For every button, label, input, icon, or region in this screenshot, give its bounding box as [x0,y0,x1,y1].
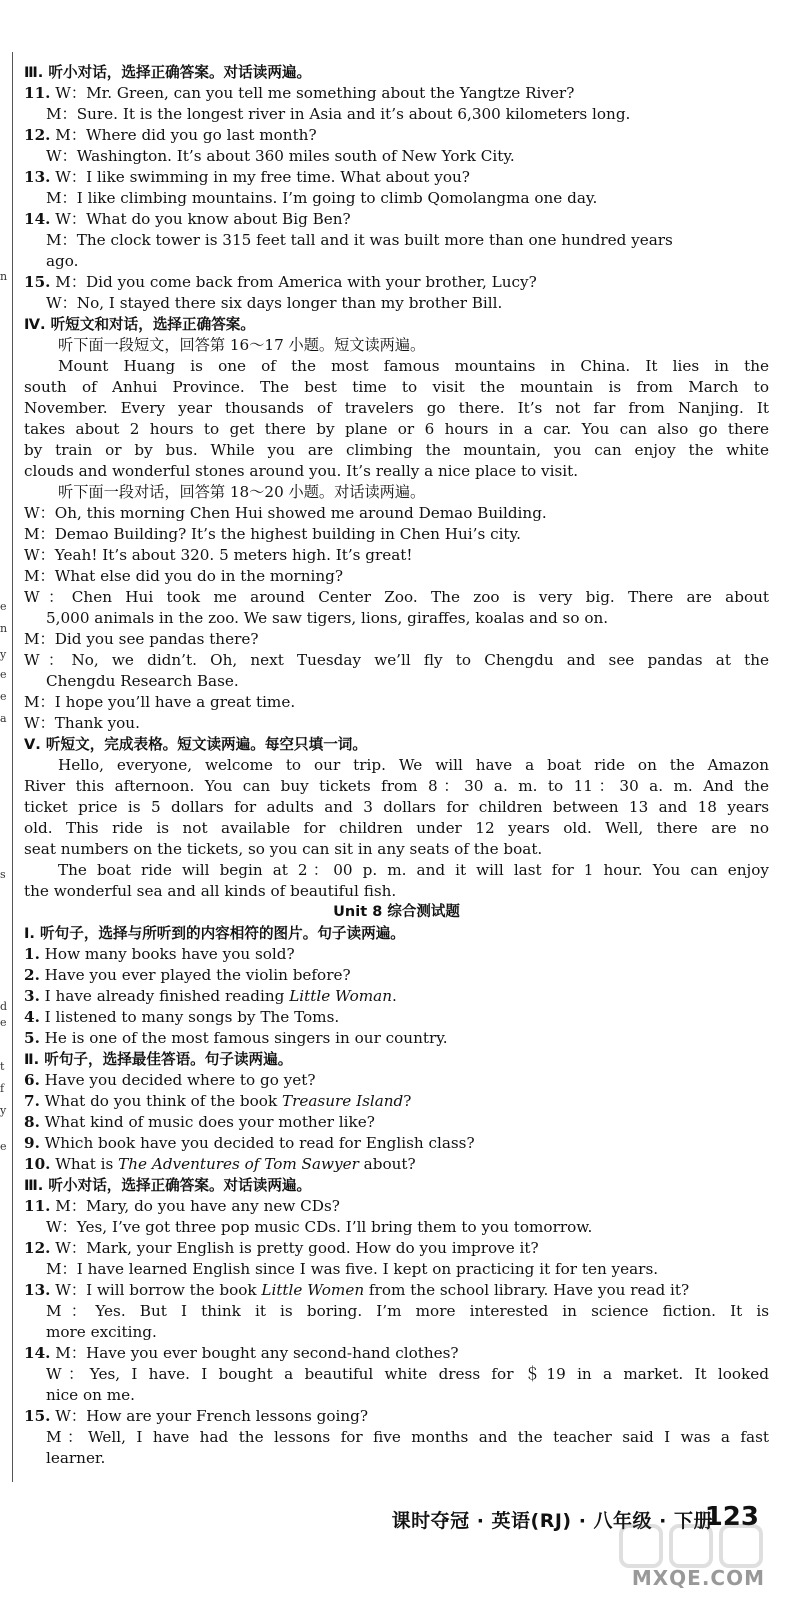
text-line [24,188,769,209]
line-text: ago. [46,252,79,270]
line-text: by train or by bus. While you are climbing the mountain, you can enjoy the white [24,441,769,459]
line-text: W：Yes, I have. I bought a beautiful white dress for ＄19 in a market. It looked [46,1365,769,1383]
text-line [24,230,769,251]
line-text: learner. [46,1449,106,1467]
item-number: 14. [24,1344,51,1362]
line-text: What kind of music does your mother like? [39,1113,375,1131]
text-line [24,713,769,734]
line-text: 5,000 animals in the zoo. We saw tigers, lions, giraffes, koalas and so on. [46,609,609,627]
line-text: Which book have you decided to read for English class? [39,1134,475,1152]
line-text-tail: . [391,987,397,1005]
line-text: M：What else did you do in the morning? [24,567,343,585]
book-title-italic: The Adventures of Tom Sawyer [118,1155,359,1173]
item-number: 1. [24,945,40,963]
line-text: I have already finished reading [39,987,290,1005]
edge-fragment: n [0,270,8,283]
page-number: 123 [704,1502,759,1532]
text-line [24,503,769,524]
text-line [24,1028,769,1049]
text-line [24,377,769,398]
text-line [24,1217,769,1238]
text-line [24,755,769,776]
text-line [24,1364,769,1385]
text-line [24,1448,769,1469]
line-text: Ⅳ. 听短文和对话，选择正确答案。 [24,316,255,333]
line-text: Ⅱ. 听句子，选择最佳答语。句子读两遍。 [24,1051,293,1068]
listening-script [24,62,769,1469]
line-text: W：No, I stayed there six days longer than my brother Bill. [46,294,503,312]
text-line [24,566,769,587]
line-text: W：What do you know about Big Ben? [50,210,351,228]
text-line [24,1259,769,1280]
text-line [24,419,769,440]
text-line [24,356,769,377]
text-line [24,1070,769,1091]
book-title: 课时夺冠 · 英语(RJ) · 八年级 · 下册 [391,1510,713,1532]
line-text: M：Well, I have had the lessons for five months and the teacher said I was a fast [46,1428,769,1446]
item-number: 2. [24,966,40,984]
text-line [24,272,769,293]
line-text: Ⅲ. 听小对话，选择正确答案。对话读两遍。 [24,1177,312,1194]
text-line [24,671,769,692]
line-text: Ⅲ. 听小对话，选择正确答案。对话读两遍。 [24,64,312,81]
line-text: M：Mary, do you have any new CDs? [50,1197,340,1215]
text-line [24,860,769,881]
edge-fragment: a [0,712,7,725]
edge-fragment: y [0,648,7,661]
text-line [24,167,769,188]
text-line [24,1427,769,1448]
line-text: M：Have you ever bought any second-hand clothes? [50,1344,459,1362]
watermark-text: MXQE.COM [631,1566,765,1590]
line-text: M：Did you see pandas there? [24,630,259,648]
line-text: more exciting. [46,1323,157,1341]
section-heading [24,734,769,755]
text-line [24,524,769,545]
item-number: 15. [24,273,51,291]
line-text: I listened to many songs by The Toms. [39,1008,340,1026]
text-line [24,398,769,419]
line-text: W：Oh, this morning Chen Hui showed me around Demao Building. [24,504,547,522]
book-title-italic: Treasure Island [281,1092,404,1110]
text-line [24,965,769,986]
item-number: 7. [24,1092,40,1110]
section-heading [24,1175,769,1196]
line-text: M：Sure. It is the longest river in Asia and it’s about 6,300 kilometers long. [46,105,631,123]
item-number: 5. [24,1029,40,1047]
line-text: M：I have learned English since I was five. I kept on practicing it for ten years. [46,1260,659,1278]
line-text: old. This ride is not available for children under 12 years old. Well, there are no [24,819,769,837]
line-text: W：Mark, your English is pretty good. How do you improve it? [50,1239,539,1257]
item-number: 14. [24,210,51,228]
item-number: 12. [24,126,51,144]
item-number: 6. [24,1071,40,1089]
line-text: November. Every year thousands of travelers go there. It’s not far from Nanjing. It [24,399,769,417]
line-text: 听下面一段对话，回答第 18～20 小题。对话读两遍。 [58,483,426,501]
line-text: Mount Huang is one of the most famous mountains in China. It lies in the [58,357,769,375]
book-title-italic: Little Woman [289,987,392,1005]
line-text: M：I like climbing mountains. I’m going to climb Qomolangma one day. [46,189,598,207]
edge-fragment: s [0,868,6,881]
edge-fragment: e [0,600,7,613]
text-line [24,1238,769,1259]
line-text: the wonderful sea and all kinds of beautiful fish. [24,882,397,900]
text-line [24,293,769,314]
text-line [24,1196,769,1217]
item-number: 8. [24,1113,40,1131]
text-line [24,1385,769,1406]
text-line [24,125,769,146]
line-text: seat numbers on the tickets, so you can sit in any seats of the boat. [24,840,543,858]
line-text-tail: ? [403,1092,412,1110]
text-line [24,146,769,167]
line-text: Hello, everyone, welcome to our trip. We will have a boat ride on the Amazon [58,756,769,774]
section-heading [24,62,769,83]
text-line [24,797,769,818]
edge-fragment: n [0,622,8,635]
edge-fragment: f [0,1082,5,1095]
text-line [24,818,769,839]
line-text: Unit 8 综合测试题 [333,904,460,920]
line-text: W：Mr. Green, can you tell me something about the Yangtze River? [50,84,575,102]
line-text: M：The clock tower is 315 feet tall and it was built more than one hundred years [46,231,673,249]
text-line [24,608,769,629]
text-line [24,650,769,671]
text-line [24,839,769,860]
line-text: W：I like swimming in my free time. What about you? [50,168,470,186]
line-text: Have you ever played the violin before? [39,966,351,984]
item-number: 13. [24,1281,51,1299]
text-line [24,104,769,125]
line-text: Ⅴ. 听短文，完成表格。短文读两遍。每空只填一词。 [24,736,367,753]
text-line [24,881,769,902]
item-number: 11. [24,1197,51,1215]
text-line [24,1112,769,1133]
line-text: W：Yeah! It’s about 320. 5 meters high. It’s great! [24,546,413,564]
text-line [24,1406,769,1427]
text-line [24,335,769,356]
text-line [24,776,769,797]
line-text: Chengdu Research Base. [46,672,239,690]
text-line [24,461,769,482]
line-text: How many books have you sold? [39,945,295,963]
text-line [24,251,769,272]
edge-fragment: t [0,1060,5,1073]
line-text: M：Where did you go last month? [50,126,317,144]
text-line [24,692,769,713]
text-line [24,209,769,230]
item-number: 3. [24,987,40,1005]
line-text: 听下面一段短文，回答第 16～17 小题。短文读两遍。 [58,336,426,354]
item-number: 15. [24,1407,51,1425]
item-number: 10. [24,1155,51,1173]
edge-fragment: y [0,1104,7,1117]
item-number: 9. [24,1134,40,1152]
text-line [24,482,769,503]
line-text: W：How are your French lessons going? [50,1407,369,1425]
line-text-tail: from the school library. Have you read it? [364,1281,690,1299]
edge-fragment: e [0,1016,7,1029]
line-text: takes about 2 hours to get there by plane or 6 hours in a car. You can also go there [24,420,769,438]
text-line [24,1154,769,1175]
text-line [24,545,769,566]
line-text: clouds and wonderful stones around you. It’s really a nice place to visit. [24,462,579,480]
line-text: W：Yes, I’ve got three pop music CDs. I’ll bring them to you tomorrow. [46,1218,593,1236]
section-heading [24,923,769,944]
item-number: 13. [24,168,51,186]
line-text: The boat ride will begin at 2：00 p. m. and it will last for 1 hour. You can enjoy [58,861,769,879]
edge-fragment: e [0,668,7,681]
line-text: M：I hope you’ll have a great time. [24,693,296,711]
item-number: 11. [24,84,51,102]
text-line [24,1343,769,1364]
line-text: What is [50,1155,119,1173]
item-number: 12. [24,1239,51,1257]
line-text: Have you decided where to go yet? [39,1071,316,1089]
unit-title [24,902,769,923]
text-line [24,587,769,608]
text-line [24,1091,769,1112]
line-text: What do you think of the book [39,1092,282,1110]
edge-fragment: d [0,1000,8,1013]
edge-fragment: e [0,1140,7,1153]
text-line [24,629,769,650]
line-text: ticket price is 5 dollars for adults and 3 dollars for children between 13 and 18 years [24,798,769,816]
text-line [24,440,769,461]
edge-fragment: e [0,690,7,703]
line-text: south of Anhui Province. The best time to visit the mountain is from March to [24,378,769,396]
line-text: W：Washington. It’s about 360 miles south of New York City. [46,147,515,165]
text-line [24,986,769,1007]
line-text: M：Did you come back from America with your brother, Lucy? [50,273,537,291]
left-margin-rule [12,52,13,1482]
text-line [24,1322,769,1343]
line-text: nice on me. [46,1386,135,1404]
line-text: W：Thank you. [24,714,140,732]
line-text: River this afternoon. You can buy tickets from 8：30 a. m. to 11：30 a. m. And the [24,777,769,795]
text-line [24,1007,769,1028]
line-text: He is one of the most famous singers in our country. [39,1029,448,1047]
line-text: W：No, we didn’t. Oh, next Tuesday we’ll fly to Chengdu and see pandas at the [24,651,769,669]
text-line [24,944,769,965]
line-text-tail: about? [358,1155,416,1173]
section-heading [24,314,769,335]
text-line [24,1133,769,1154]
line-text: W：Chen Hui took me around Center Zoo. The zoo is very big. There are about [24,588,769,606]
line-text: M：Yes. But I think it is boring. I’m more interested in science fiction. It is [46,1302,769,1320]
text-line [24,1301,769,1322]
book-title-italic: Little Women [261,1281,365,1299]
text-line [24,1280,769,1301]
line-text: W：I will borrow the book [50,1281,262,1299]
line-text: Ⅰ. 听句子，选择与所听到的内容相符的图片。句子读两遍。 [24,925,405,942]
item-number: 4. [24,1008,40,1026]
section-heading [24,1049,769,1070]
text-line [24,83,769,104]
line-text: M：Demao Building? It’s the highest building in Chen Hui’s city. [24,525,521,543]
